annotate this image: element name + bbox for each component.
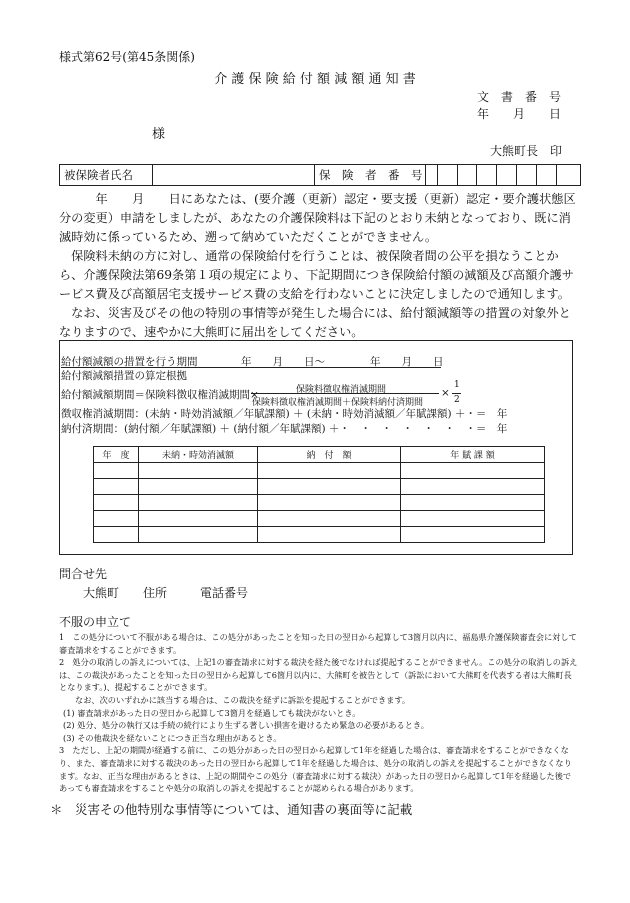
table-header-row — [94, 447, 545, 463]
insurer-number-box[interactable] — [557, 165, 580, 185]
appeal-note-2-exception: なお、次のいずれかに該当する場合は、この裁決を経ずに訴訟を提起することができます。 — [75, 694, 411, 705]
insurer-number-box[interactable] — [438, 165, 458, 185]
half-bar — [452, 393, 461, 394]
contact-town: 大熊町 — [83, 586, 120, 600]
appeal-note-2: 2 処分の取消しの訴えについては、上記1の審査請求に対する裁決を経た後でなければ提起することができません。この処分の取消しの訴えは、この裁決があったことを知った日の翌日から起算して6箇月以内に、大熊町を被告として（訴訟において大熊町を代表する者は大熊町長となります。)、提起することができます。 — [59, 657, 578, 693]
addressee-label: 様 — [152, 127, 166, 142]
period-to: 年 月 日 — [370, 356, 444, 368]
insured-name-label: 被保険者氏名 — [60, 165, 153, 185]
table-row — [94, 479, 545, 495]
col-annual: 年 賦 課 額 — [401, 447, 545, 463]
issuer-label: 大熊町長 印 — [490, 144, 563, 158]
table-row — [94, 511, 545, 527]
fraction-bar — [251, 393, 439, 394]
paid-period-line: 納付済期間：(納付額／年賦課額) ＋ (納付額／年賦課額) ＋・ ・ ・ ・ ・ ・ ・＝ 年 — [61, 423, 508, 435]
insurer-number-box[interactable] — [517, 165, 537, 185]
appeal-notes — [59, 631, 579, 795]
body-paragraph-2: 保険料未納の方に対し、通常の保険給付を行うことは、被保険者間の公平を損なうことから、介護保険法第69条第１項の規定により、下記期間につき保険給付額の減額及び高額介護サービス費及び高額居宅支援サービス費の支給を行わないことに決定しましたので通知します。 — [59, 249, 574, 301]
col-year: 年 度 — [94, 447, 139, 463]
footer-note: ＊ 災害その他特別な事情等については、通知書の裏面等に記載 — [50, 802, 413, 817]
contact-address: 住所 — [143, 586, 168, 600]
table-row — [94, 463, 545, 479]
formula-left: 給付額減額期間＝保険料徴収権消滅期間× — [61, 389, 259, 401]
contact-phone: 電話番号 — [200, 586, 249, 600]
formula-numerator: 保険料徴収権消滅期間 — [296, 385, 387, 395]
insurer-number-box[interactable] — [477, 165, 497, 185]
appeal-note-1: 1 この処分について不服がある場合は、この処分があったことを知った日の翌日から起算して3箇月以内に、福島県介護保険審査会に対して審査請求をすることができます。 — [59, 632, 577, 655]
insurer-number-box[interactable] — [497, 165, 517, 185]
extinct-period-line: 徴収権消滅期間：(未納・時効消滅額／年賦課額) ＋ (未納・時効消滅額／年賦課額) ＋・＝ 年 — [61, 408, 508, 420]
contact-title: 問合せ先 — [59, 567, 108, 581]
document-title: 介 護 保 険 給 付 額 減 額 通 知 書 — [214, 72, 416, 87]
doc-number-label: 文 書 番 号 — [477, 90, 562, 104]
col-paid: 納 付 額 — [258, 447, 401, 463]
formula-times: × — [441, 387, 450, 399]
form-number: 様式第62号(第45条関係) — [59, 50, 195, 64]
period-label: 給付額減額の措置を行う期間 — [61, 356, 198, 368]
insurer-number-label: 保 険 者 番 号 — [315, 165, 426, 185]
appeal-note-3: 3 ただし、上記の期間が経過する前に、この処分があった日の翌日から起算して1年を経過した場合は、審査請求をすることができなくなり、また、審査請求に対する裁決のあった日の翌日から起算して1年を経過した場合は、処分の取消しの訴えを提起することができなくなります。なお、正当な理由があるときは、上記の期間やこの処分（審査請求に対する裁決）があった日の翌日から起算して1年を経過した後であっても審査請求をすることや処分の取消しの訴えを提起することが認められる場合があります。 — [59, 745, 572, 794]
appeal-title: 不服の申立て — [59, 615, 132, 629]
col-unpaid: 未納・時効消滅額 — [139, 447, 258, 463]
insurer-number-box[interactable] — [537, 165, 557, 185]
amount-table — [93, 446, 545, 543]
insurer-number-box[interactable] — [458, 165, 477, 185]
half-numerator: 1 — [454, 380, 460, 390]
insured-info-row — [59, 164, 581, 186]
insurer-number-box[interactable] — [426, 165, 438, 185]
formula-denominator: 保険料徴収権消滅期間＋保険料納付済期間 — [252, 398, 424, 408]
basis-label: 給付額減額措置の算定根拠 — [61, 370, 187, 382]
period-from: 年 月 日～ — [241, 356, 325, 368]
appeal-note-2-item-3: (3) その他裁決を経ないことにつき正当な理由があるとき。 — [63, 732, 282, 743]
appeal-note-2-item-1: (1) 審査請求があった日の翌日から起算して3箇月を経過しても裁決がないとき。 — [63, 707, 361, 718]
table-row — [94, 495, 545, 511]
insured-name-field[interactable] — [153, 165, 315, 185]
date-label: 年 月 日 — [477, 107, 562, 121]
table-row — [94, 527, 545, 543]
body-paragraph-1: 年 月 日にあなたは、(要介護（更新）認定・要支援（更新）認定・要介護状態区分の変更）申請をしましたが、あなたの介護保険料は下記のとおり未納となっており、既に消滅時効に係っているため、遡って納めていただくことができません。 — [59, 192, 576, 244]
half-denominator: 2 — [454, 395, 460, 405]
notice-body — [59, 190, 583, 342]
body-paragraph-3: なお、災害及びその他の特別の事情等が発生した場合には、給付額減額等の措置の対象外となりますので、速やかに大熊町に届出をしてください。 — [59, 306, 571, 339]
appeal-note-2-item-2: (2) 処分、処分の執行又は手続の続行により生ずる著しい損害を避けるため緊急の必要があるとき。 — [63, 720, 429, 731]
